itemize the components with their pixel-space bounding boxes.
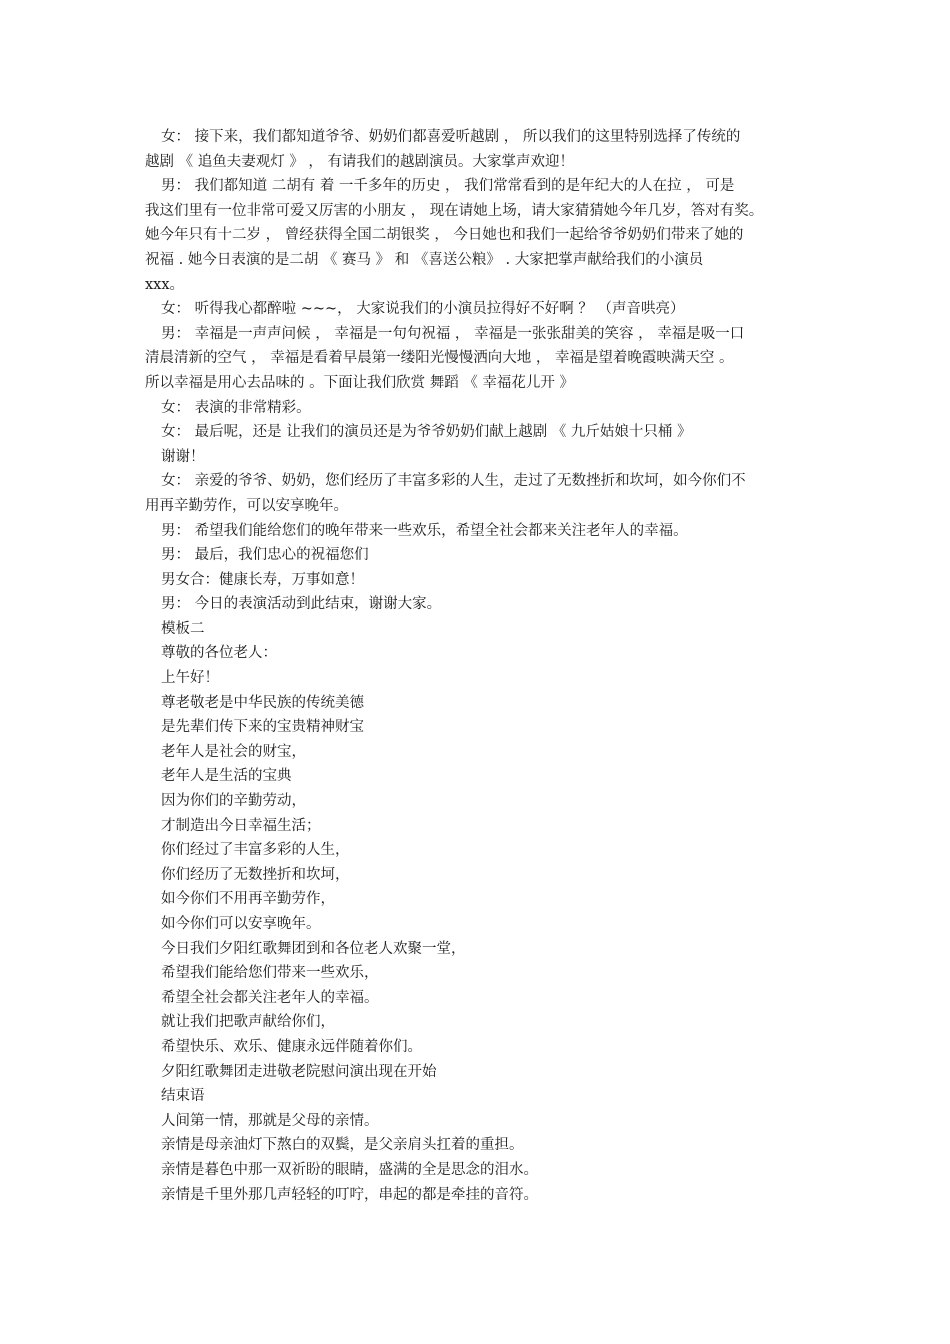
text-line: 亲情是母亲油灯下熬白的双鬓，是父亲肩头扛着的重担。 [161, 1137, 524, 1154]
text-line: 男： 最后，我们忠心的祝福您们 [161, 547, 369, 564]
text-line: 你们经历了无数挫折和坎坷， [161, 866, 350, 883]
text-line: 男： 今日的表演活动到此结束，谢谢大家。 [161, 596, 442, 613]
text-line: 如今你们不用再辛勤劳作， [161, 891, 335, 908]
text-line: 今日我们夕阳红歌舞团到和各位老人欢聚一堂， [161, 940, 466, 957]
text-line: 因为你们的辛勤劳动， [161, 793, 306, 810]
text-line: 就让我们把歌声献给你们， [161, 1014, 335, 1031]
text-line: 是先辈们传下来的宝贵精神财宝 [161, 719, 364, 736]
text-line: 希望全社会都关注老年人的幸福。 [161, 989, 379, 1006]
text-line: 亲情是暮色中那一双祈盼的眼睛，盛满的全是思念的泪水。 [161, 1161, 538, 1178]
text-line: 女： 表演的非常精彩。 [161, 399, 311, 416]
document-body [145, 125, 825, 1207]
text-line: 尊老敬老是中华民族的传统美德 [161, 694, 364, 711]
text-line: 老年人是生活的宝典 [161, 768, 292, 785]
text-line: 尊敬的各位老人： [161, 645, 277, 662]
text-line: 清晨清新的空气 ， 幸福是看着早晨第一缕阳光慢慢洒向大地 ， 幸福是望着晚霞映满天空 。 [145, 350, 734, 367]
text-line: 如今你们可以安享晚年。 [161, 916, 321, 932]
text-line: 亲情是千里外那几声轻轻的叮咛，串起的都是牵挂的音符。 [161, 1186, 538, 1203]
text-line: 男： 幸福是一声声问候 ， 幸福是一句句祝福 ， 幸福是一张张甜美的笑容 ， 幸福是吸一口 [161, 325, 745, 342]
text-line: 希望快乐、欢乐、健康永远伴随着你们。 [161, 1038, 422, 1055]
text-line: 上午好！ [161, 670, 219, 687]
text-line: 我这们里有一位非常可爱又厉害的小朋友 ， 现在请她上场，请大家猜猜她今年几岁，答对有奖。 [145, 202, 764, 219]
text-line: 男女合：健康长寿，万事如意！ [161, 571, 364, 588]
text-line: 她今年只有十二岁 ， 曾经获得全国二胡银奖 ， 今日她也和我们一起给爷爷奶奶们带来了她的 [145, 227, 744, 244]
text-line: 女： 亲爱的爷爷、奶奶，您们经历了丰富多彩的人生，走过了无数挫折和坎坷，如今你们不 [161, 473, 746, 490]
text-line: 老年人是社会的财宝， [161, 743, 306, 760]
text-line: 谢谢！ [161, 448, 205, 465]
text-line: 女： 最后呢，还是 让我们的演员还是为爷爷奶奶们献上越剧 《 九斤姑娘十只桶 》 [161, 424, 692, 441]
text-line: 夕阳红歌舞团走进敬老院慰问演出现在开始 [161, 1063, 437, 1080]
text-line: 用再辛勤劳作，可以安享晚年。 [145, 497, 348, 514]
text-line: 所以幸福是用心去品味的 。下面让我们欣赏 舞蹈 《 幸福花儿开 》 [145, 374, 575, 391]
text-line: 女： 听得我心都醉啦 ~~~， 大家说我们的小演员拉得好不好啊 ？ （声音哄亮） [161, 301, 685, 318]
text-line: 男： 我们都知道 二胡有 着 一千多年的历史 ， 我们常常看到的是年纪大的人在拉 ， 可是 [161, 178, 735, 195]
text-line: 男： 希望我们能给您们的晚年带来一些欢乐，希望全社会都来关注老年人的幸福。 [161, 522, 688, 539]
text-line: 人间第一情，那就是父母的亲情。 [161, 1112, 379, 1129]
text-line: 女： 接下来，我们都知道爷爷、奶奶们都喜爱听越剧 ， 所以我们的这里特别选择了传统的 [161, 129, 741, 145]
text-line: 才制造出今日幸福生活； [161, 817, 321, 834]
text-line: 模板二 [161, 620, 205, 637]
text-line: 祝福 . 她今日表演的是二胡 《 赛马 》 和 《喜送公粮》 . 大家把掌声献给我们的小演员 [145, 251, 704, 268]
text-line: 你们经过了丰富多彩的人生， [161, 842, 350, 859]
text-line: 希望我们能给您们带来一些欢乐， [161, 965, 379, 982]
text-line: xxx。 [145, 276, 185, 293]
text-line: 越剧 《 追鱼夫妻观灯 》 ， 有请我们的越剧演员。大家掌声欢迎！ [145, 153, 575, 170]
text-line: 结束语 [161, 1088, 205, 1105]
